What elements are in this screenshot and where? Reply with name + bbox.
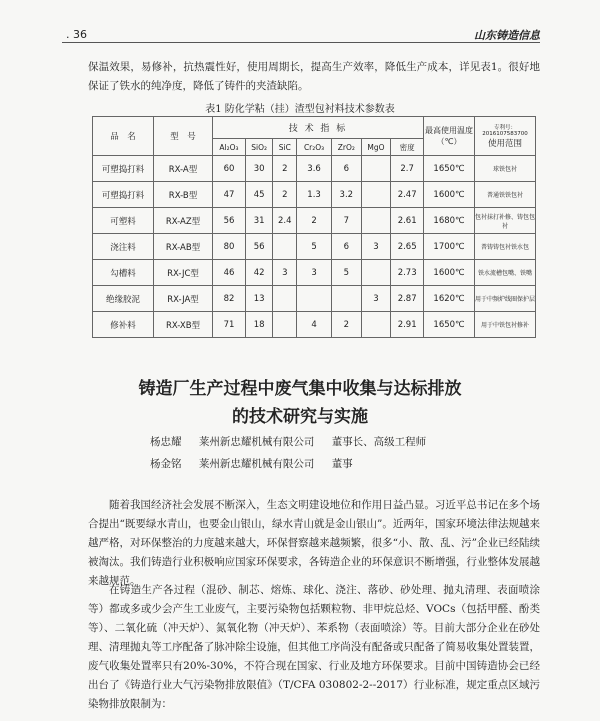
table-row [93,156,536,182]
author-name: 杨忠耀 [150,436,182,448]
cell-value [361,260,391,286]
table-row [93,312,536,338]
body-paragraph: 随着我国经济社会发展不断深入，生态文明建设地位和作用日益凸显。习近平总书记在多个场合提出“既要绿水青山，也要金山银山，绿水青山就是金山银山”。近两年，国家环境法律法规越来越严格，对环保整治的力度越来越大，环保督察越来越频繁，很多“小、散、乱、污”企业已经陆续被淘汰。我们铸造行业积极响应国家环保要求，各铸造企业的环保意识不断增强，行业整体发展越来越规范。 [88,499,540,587]
cell-name: 绝缘胶泥 [93,286,154,312]
cell-use: 用于中铁包衬修补 [475,312,536,338]
article-title-line1: 铸造厂生产过程中废气集中收集与达标排放 [138,379,462,399]
cell-value: 18 [245,312,272,338]
cell-value: 3.6 [297,156,332,182]
cell-value: 2 [297,208,332,234]
body-paragraph: 在铸造生产各过程（混砂、制芯、熔炼、球化、浇注、落砂、砂处理、抛丸清理、表面喷涂等）都或多或少会产生工业废气，主要污染物包括颗粒物、非甲烷总烃、VOCs（包括甲醛、酚类等）、二氧化硫（冲天炉）、氮氧化物（冲天炉）、苯系物（表面喷涂）等。目前大部分企业在砂处理、清理抛丸等工序配备了脉冲除尘设施，但其他工序尚没有配备或只配备了简易收集处置装置，废气收集处置率只有20%-30%，不符合现在国家、行业及地方环保要求。目前中国铸造协会已经出台了《铸造行业大气污染物排放限值》（T/CFA 030802-2--2017）行业标准，规定重点区域污染物排放限制为： [88,584,540,710]
cell-value: 71 [213,312,246,338]
cell-value: 47 [213,182,246,208]
author-role: 董事 [331,458,353,470]
cell-use: 包衬抹打补修、铸包包衬 [475,208,536,234]
sub-header: Al₂O₃ [213,139,246,156]
cell-value: 3 [361,286,391,312]
cell-value: 7 [331,208,361,234]
sub-header: SiC [273,139,297,156]
header-rule [62,42,540,43]
col-temp: 最高使用温度（℃） [424,117,475,156]
author-role: 董事长、高级工程师 [331,436,427,448]
cell-temp: 1600℃ [424,182,475,208]
cell-use: 铁水流槽包嘴、铁嘴 [475,260,536,286]
cell-temp: 1650℃ [424,312,475,338]
cell-value: 3 [361,234,391,260]
author-org: 莱州新忠耀机械有限公司 [198,458,315,470]
intro-paragraph: 保温效果，易修补，抗热震性好，使用周期长，提高生产效率，降低生产成本，详见表1。很好地保证了铁水的纯净度，降低了铸件的夹渣缺陷。 [88,61,540,92]
cell-value: 13 [245,286,272,312]
table-row [93,208,536,234]
cell-value: 2.7 [391,156,424,182]
table-row [93,286,536,312]
table-row [93,182,536,208]
cell-value: 5 [297,234,332,260]
cell-value: 45 [245,182,272,208]
author-name: 杨金铭 [150,458,182,470]
cell-name: 勾槽料 [93,260,154,286]
author-org: 莱州新忠耀机械有限公司 [198,436,315,448]
cell-value: 3 [273,260,297,286]
cell-name: 可塑捣打料 [93,156,154,182]
cell-value: 3 [297,260,332,286]
col-use [475,117,536,156]
cell-value [273,234,297,260]
cell-value [273,286,297,312]
cell-value: 2.65 [391,234,424,260]
cell-value: 80 [213,234,246,260]
sub-header: ZrO₂ [331,139,361,156]
cell-value: 4 [297,312,332,338]
cell-value: 2.61 [391,208,424,234]
cell-value [361,156,391,182]
cell-use: 球铁包衬 [475,156,536,182]
cell-value: 56 [213,208,246,234]
col-name: 品 名 [93,117,154,156]
cell-model: RX-XB型 [154,312,213,338]
col-tech: 技 术 指 标 [213,117,424,139]
col-model: 型 号 [154,117,213,156]
cell-name: 可塑料 [93,208,154,234]
cell-value: 82 [213,286,246,312]
cell-value: 2.87 [391,286,424,312]
page-header [0,0,600,40]
cell-value [331,286,361,312]
cell-value: 2 [273,156,297,182]
table-row [93,260,536,286]
cell-value: 6 [331,156,361,182]
cell-value: 3.2 [331,182,361,208]
table-row [93,234,536,260]
page-number: . 36 [66,28,87,41]
cell-model: RX-B型 [154,182,213,208]
cell-value: 31 [245,208,272,234]
cell-value: 2 [273,182,297,208]
cell-value: 30 [245,156,272,182]
cell-value [361,208,391,234]
cell-model: RX-JC型 [154,260,213,286]
cell-temp: 1620℃ [424,286,475,312]
sub-header: SiO₂ [245,139,272,156]
cell-value: 6 [331,234,361,260]
article-title-line2: 的技术研究与实施 [232,407,368,427]
sub-header: MgO [361,139,391,156]
cell-value [297,286,332,312]
cell-value: 46 [213,260,246,286]
sub-header: Cr₂O₃ [297,139,332,156]
cell-temp: 1680℃ [424,208,475,234]
cell-model: RX-AB型 [154,234,213,260]
cell-value: 2.4 [273,208,297,234]
cell-value: 60 [213,156,246,182]
cell-use: 用于中频炉线圈保护层 [475,286,536,312]
cell-use: 普通铁铁包衬 [475,182,536,208]
cell-value: 42 [245,260,272,286]
author-line [150,434,440,449]
cell-value: 2.47 [391,182,424,208]
sub-header: 密度 [391,139,424,156]
cell-name: 修补料 [93,312,154,338]
patent-note: 专利号：2016107583700 [482,125,528,137]
cell-value: 1.3 [297,182,332,208]
cell-model: RX-JA型 [154,286,213,312]
journal-name: 山东铸造信息 [474,29,540,42]
table-title: 表1 防化学粘（挂）渣型包衬料技术参数表 [205,104,395,115]
cell-temp: 1600℃ [424,260,475,286]
col-use-label: 使用范围 [487,139,522,149]
cell-value: 2.73 [391,260,424,286]
cell-name: 可塑捣打料 [93,182,154,208]
cell-value: 56 [245,234,272,260]
cell-temp: 1700℃ [424,234,475,260]
cell-value: 2.91 [391,312,424,338]
cell-value [273,312,297,338]
cell-temp: 1650℃ [424,156,475,182]
cell-value [361,182,391,208]
cell-value: 5 [331,260,361,286]
author-line [150,456,367,471]
cell-model: RX-A型 [154,156,213,182]
cell-value: 2 [331,312,361,338]
cell-use: 普铸铸包衬铁水包 [475,234,536,260]
cell-name: 浇注料 [93,234,154,260]
cell-value [361,312,391,338]
spec-table [92,116,536,338]
cell-model: RX-AZ型 [154,208,213,234]
